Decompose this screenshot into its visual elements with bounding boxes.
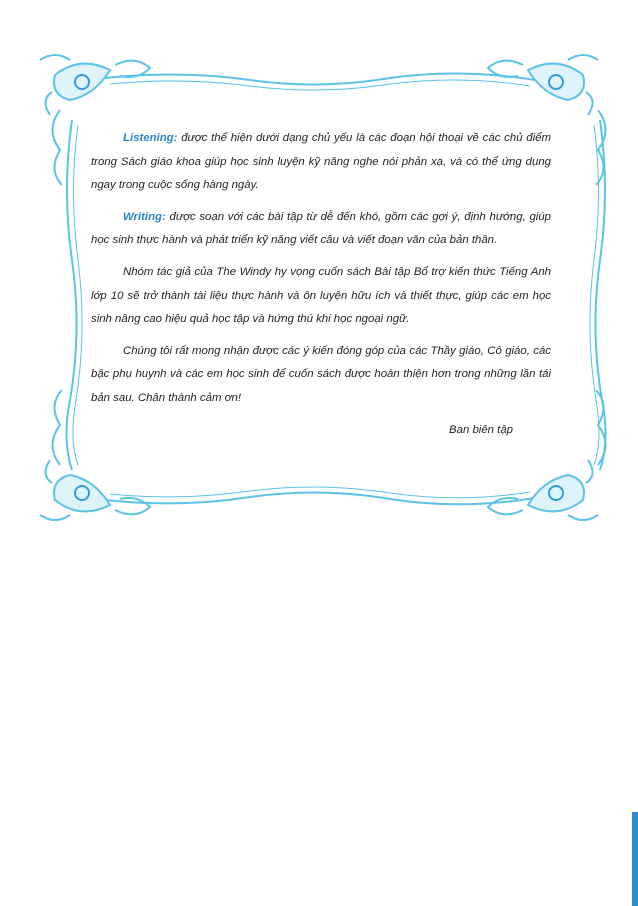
paragraph-thanks: Chúng tôi rất mong nhận được các ý kiến đóng góp của các Thầy giáo, Cô giáo, các bậc phụ huynh và các em học sinh để cuốn sách được hoàn thiện hơn trong những lần tái bản sau. Chân thành cảm ơn! bbox=[91, 344, 551, 404]
border-top-edge bbox=[105, 73, 535, 84]
paragraph-authors-hope: Nhóm tác giả của The Windy hy vọng cuốn sách Bài tập Bổ trợ kiến thức Tiếng Anh lớp 10 sẽ trở thành tài liệu thực hành và ôn luyện hữu ích và thiết thực, giúp các em học sinh nâng cao hiệu quả học tập và hứng thú khi học ngoại ngữ. bbox=[91, 265, 551, 326]
paragraph-listening bbox=[91, 127, 551, 198]
listening-keyword: Listening: bbox=[123, 132, 178, 144]
signature: Ban biên tập bbox=[449, 423, 513, 436]
writing-keyword: Writing: bbox=[123, 210, 166, 223]
writing-description: được soạn với các bài tập từ dễ đến khó, gồm các gợi ý, định hướng, giúp học sinh thực hành và phát triển kỹ năng viết câu và viết đoạn văn của bản thân. bbox=[91, 210, 551, 247]
page-edge-tab bbox=[632, 812, 638, 906]
border-left-edge bbox=[66, 120, 76, 470]
paragraph-writing bbox=[91, 206, 551, 253]
border-bottom-edge bbox=[105, 492, 535, 504]
border-right-edge bbox=[595, 120, 605, 470]
preface-text-block bbox=[91, 127, 551, 450]
listening-description: được thể hiện dưới dạng chủ yếu là các đoạn hội thoại về các chủ điểm trong Sách giáo khoa giúp học sinh luyện kỹ năng nghe nói phản xạ, và có thể ứng dụng ngay trong cuộc sống hàng ngày. bbox=[91, 132, 551, 192]
